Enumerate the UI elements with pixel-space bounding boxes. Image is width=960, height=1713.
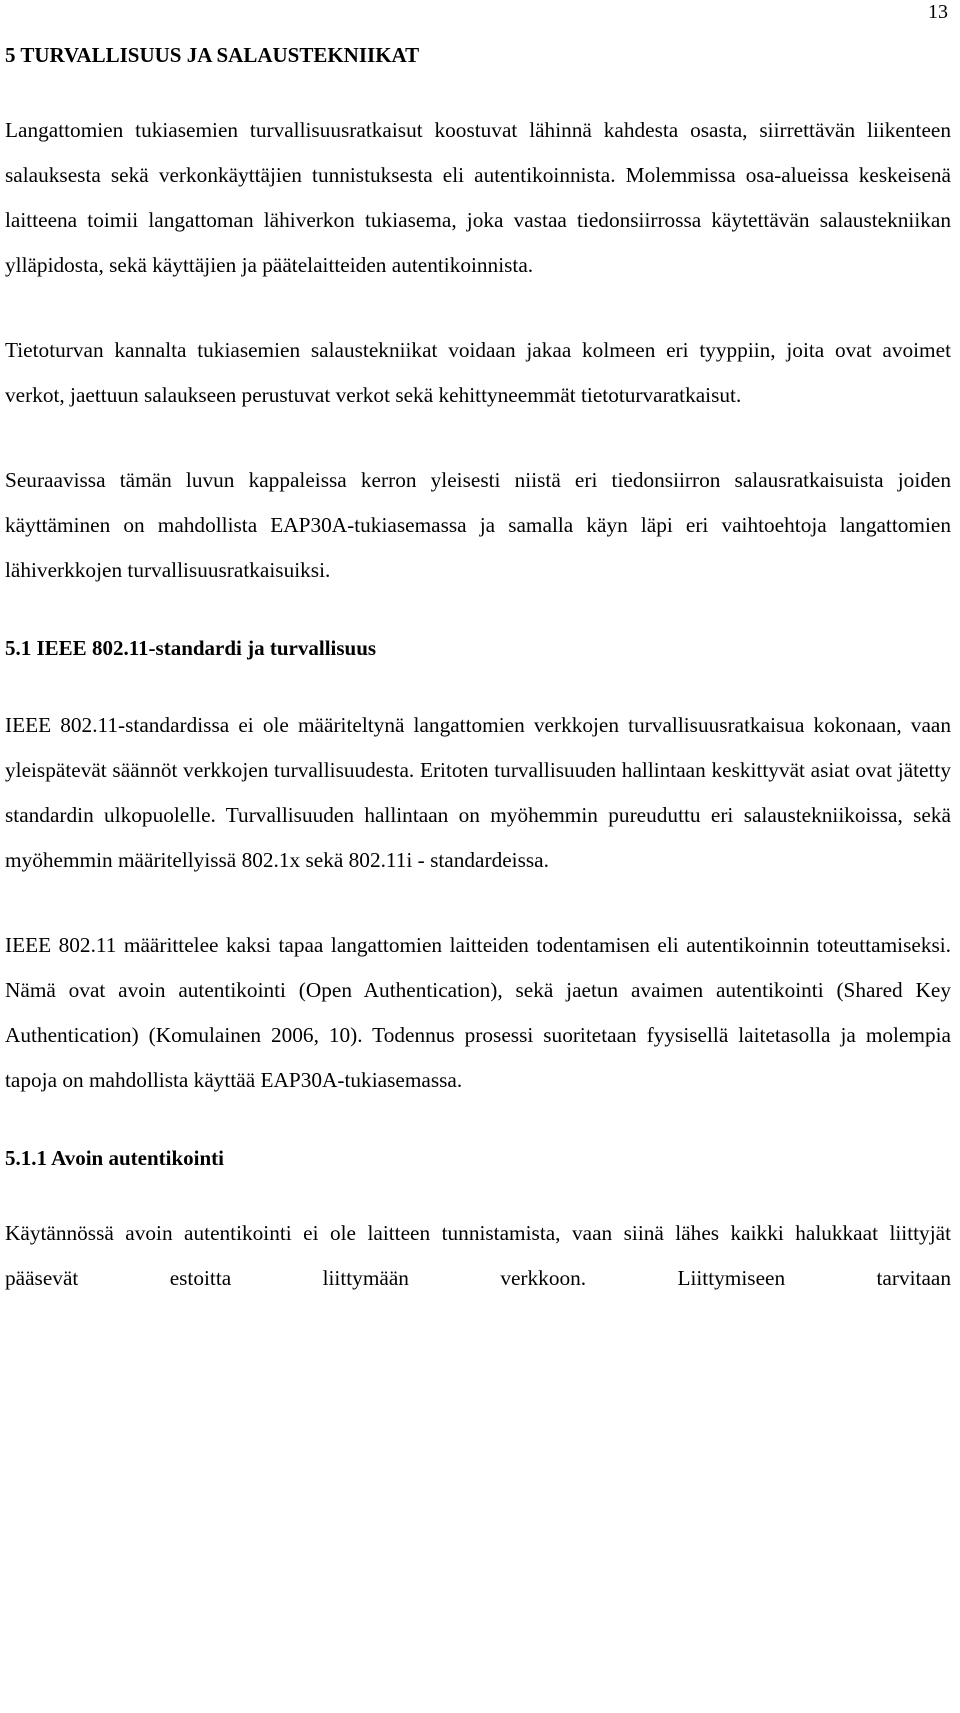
page-number: 13 xyxy=(928,1,948,23)
paragraph-intro-2: Tietoturvan kannalta tukiasemien salaustekniikat voidaan jakaa kolmeen eri tyyppiin, joita ovat avoimet verkot, jaettuun salaukseen perustuvat verkot sekä kehittyneemmät tietoturvaratkaisut. xyxy=(5,338,951,407)
paragraph-intro-3: Seuraavissa tämän luvun kappaleissa kerron yleisesti niistä eri tiedonsiirron salausratkaisuista joiden käyttäminen on mahdollista EAP30A-tukiasemassa ja samalla käyn läpi eri vaihtoehtoja langattomien lähiverkkojen turvallisuusratkaisuiksi. xyxy=(5,468,951,582)
chapter-heading: 5 TURVALLISUUS JA SALAUSTEKNIIKAT xyxy=(5,43,420,67)
section-heading-5-1: 5.1 IEEE 802.11-standardi ja turvallisuus xyxy=(5,636,377,660)
paragraph-5-1-2: IEEE 802.11 määrittelee kaksi tapaa langattomien laitteiden todentamisen eli autentikoinnin toteuttamiseksi. Nämä ovat avoin autentikointi (Open Authentication), sekä jaetun avaimen autentikointi (Shared Key Authentication) (Komulainen 2006, 10). Todennus prosessi suoritetaan fyysisellä laitetasolla ja molempia tapoja on mahdollista käyttää EAP30A-tukiasemassa. xyxy=(5,933,951,1092)
paragraph-5-1-1: IEEE 802.11-standardissa ei ole määriteltynä langattomien verkkojen turvallisuusratkaisua kokonaan, vaan yleispätevät säännöt verkkojen turvallisuudesta. Eritoten turvallisuuden hallintaan keskittyvät asiat ovat jätetty standardin ulkopuolelle. Turvallisuuden hallintaan on myöhemmin pureuduttu eri salaustekniikoissa, sekä myöhemmin määritellyissä 802.1x sekä 802.11i - standardeissa. xyxy=(5,713,951,872)
paragraph-5-1-1-body: Käytännössä avoin autentikointi ei ole laitteen tunnistamista, vaan siinä lähes kaikki halukkaat liittyjät pääsevät estoitta liittymään verkkoon. Liittymiseen tarvitaan xyxy=(5,1221,951,1290)
paragraph-intro-1: Langattomien tukiasemien turvallisuusratkaisut koostuvat lähinnä kahdesta osasta, siirrettävän liikenteen salauksesta sekä verkonkäyttäjien tunnistuksesta eli autentikoinnista. Molemmissa osa-alueissa keskeisenä laitteena toimii langattoman lähiverkon tukiasema, joka vastaa tiedonsiirrossa käytettävän salaustekniikan ylläpidosta, sekä käyttäjien ja päätelaitteiden autentikoinnista. xyxy=(5,118,951,277)
page-content xyxy=(5,40,951,1341)
subsection-heading-5-1-1: 5.1.1 Avoin autentikointi xyxy=(5,1146,224,1170)
